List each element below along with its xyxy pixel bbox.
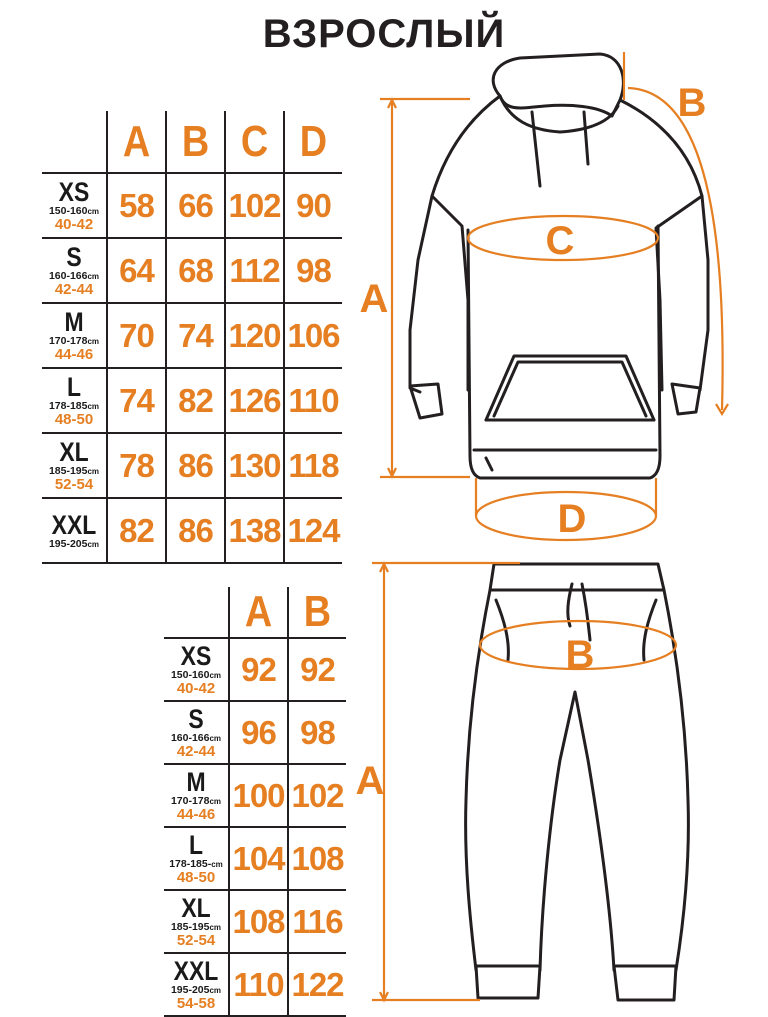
size-label: XXL xyxy=(51,509,97,540)
value-cell: 92 xyxy=(229,638,288,701)
hoodie-label-d: D xyxy=(557,497,587,541)
value-cell: 104 xyxy=(229,827,288,890)
value-cell: 96 xyxy=(229,701,288,764)
value-cell: 120 xyxy=(225,303,284,368)
value-cell: 74 xyxy=(166,303,225,368)
ru-size: 52-54 xyxy=(54,475,94,493)
size-label: XS xyxy=(58,177,90,208)
ru-size: 44-46 xyxy=(176,805,216,823)
column-header-b: B xyxy=(170,111,221,173)
height-range: 170-178cm xyxy=(48,335,100,348)
height-range: 170-178cm xyxy=(170,795,222,808)
height-range: 185-195cm xyxy=(170,921,222,934)
ru-size: 48-50 xyxy=(176,868,216,886)
ru-size: 48-50 xyxy=(54,410,94,428)
page-title: ВЗРОСЛЫЙ xyxy=(262,12,506,56)
height-range: 160-166cm xyxy=(170,732,222,745)
hoodie-measure-guides xyxy=(380,52,728,540)
value-cell: 102 xyxy=(225,173,284,238)
value-cell: 106 xyxy=(284,303,342,368)
value-cell: 126 xyxy=(225,368,284,433)
column-header-d: D xyxy=(288,111,338,173)
value-cell: 58 xyxy=(107,173,166,238)
value-cell: 98 xyxy=(284,238,342,303)
ru-size: 40-42 xyxy=(54,215,94,233)
value-cell: 70 xyxy=(107,303,166,368)
height-range: 150-160cm xyxy=(170,669,222,682)
value-cell: 98 xyxy=(288,701,346,764)
height-range: 178-185-cm xyxy=(169,858,223,871)
value-cell: 86 xyxy=(166,498,225,563)
value-cell: 68 xyxy=(166,238,225,303)
value-cell: 90 xyxy=(284,173,342,238)
value-cell: 112 xyxy=(225,238,284,303)
size-label: L xyxy=(188,830,204,861)
value-cell: 82 xyxy=(107,498,166,563)
value-cell: 138 xyxy=(225,498,284,563)
value-cell: 110 xyxy=(284,368,342,433)
pants-label-b: B xyxy=(565,633,595,677)
value-cell: 118 xyxy=(284,433,342,498)
column-header-b: B xyxy=(292,587,342,638)
value-cell: 108 xyxy=(229,890,288,953)
height-range: 195-205cm xyxy=(48,537,100,550)
value-cell: 108 xyxy=(288,827,346,890)
value-cell: 130 xyxy=(225,433,284,498)
ru-size: 52-54 xyxy=(176,931,216,949)
height-range: 178-185cm xyxy=(48,400,100,413)
size-label: XXL xyxy=(173,956,219,987)
value-cell: 122 xyxy=(288,953,346,1016)
height-range: 150-160cm xyxy=(48,205,100,218)
ru-size: 44-46 xyxy=(54,345,94,363)
value-cell: 66 xyxy=(166,173,225,238)
hoodie-label-a: A xyxy=(359,277,389,321)
size-label: XL xyxy=(181,893,211,924)
value-cell: 102 xyxy=(288,764,346,827)
value-cell: 74 xyxy=(107,368,166,433)
ru-size: 54-58 xyxy=(176,994,216,1012)
size-label: S xyxy=(66,242,82,273)
height-range: 195-205cm xyxy=(170,984,222,997)
ru-size: 42-44 xyxy=(176,742,216,760)
ru-size: 42-44 xyxy=(54,280,94,298)
value-cell: 92 xyxy=(288,638,346,701)
pants-measure-guides xyxy=(372,563,676,1000)
size-label: XS xyxy=(180,641,212,672)
value-cell: 86 xyxy=(166,433,225,498)
pants-label-a: A xyxy=(355,759,385,803)
size-label: L xyxy=(66,372,82,403)
value-cell: 116 xyxy=(288,890,346,953)
size-label: M xyxy=(186,767,206,798)
column-header-a: A xyxy=(233,587,284,638)
hoodie-label-b: B xyxy=(677,81,707,125)
value-cell: 82 xyxy=(166,368,225,433)
ru-size: 40-42 xyxy=(176,679,216,697)
size-label: XL xyxy=(59,437,89,468)
size-label: S xyxy=(188,704,204,735)
hoodie-label-c: C xyxy=(545,219,575,263)
height-range: 185-195cm xyxy=(48,465,100,478)
column-header-c: C xyxy=(229,111,280,173)
value-cell: 110 xyxy=(229,953,288,1016)
value-cell: 78 xyxy=(107,433,166,498)
column-header-a: A xyxy=(111,111,162,173)
value-cell: 100 xyxy=(229,764,288,827)
hoodie-drawing xyxy=(410,54,708,478)
value-cell: 124 xyxy=(284,498,342,563)
size-label: M xyxy=(64,307,84,338)
value-cell: 64 xyxy=(107,238,166,303)
height-range: 160-166cm xyxy=(48,270,100,283)
